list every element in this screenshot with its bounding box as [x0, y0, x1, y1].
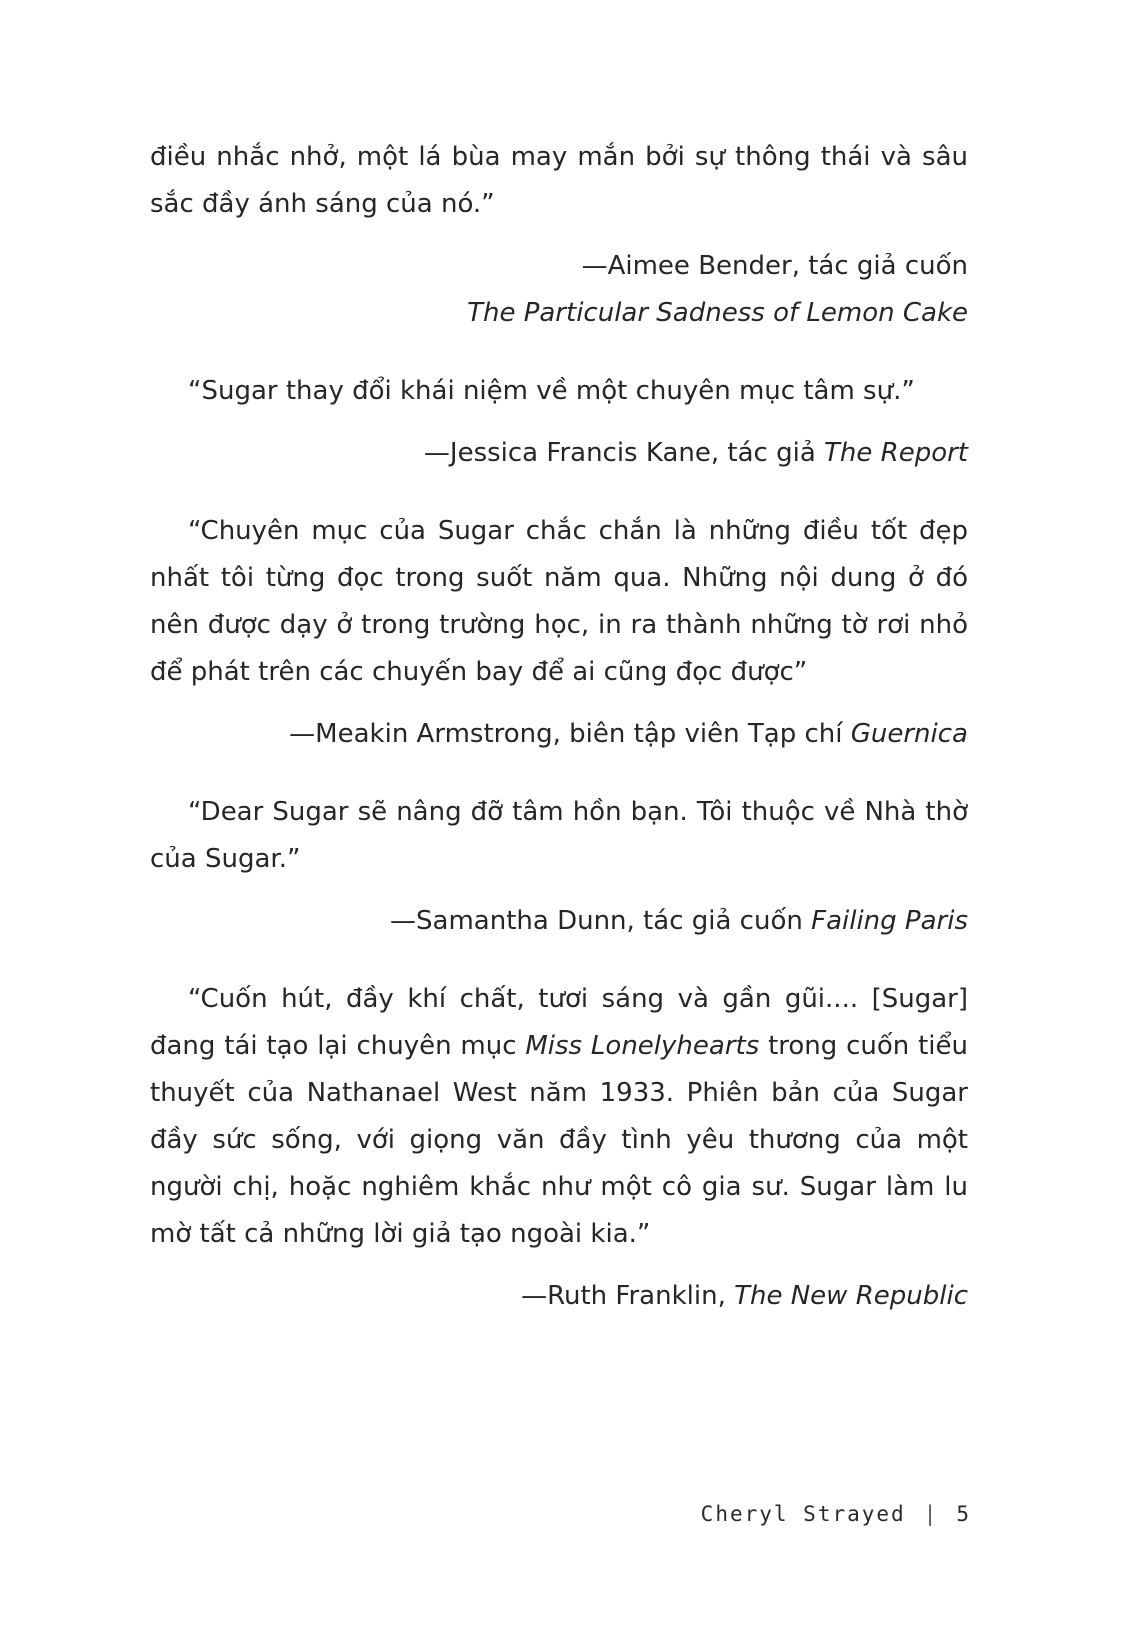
attribution-jessica-francis-kane [150, 430, 968, 477]
quote-aimee-bender: điều nhắc nhở, một lá bùa may mắn bởi sự thông thái và sâu sắc đầy ánh sáng của nó.” [150, 142, 968, 219]
magazine-title: Guernica [850, 719, 968, 749]
footer-author: Cheryl Strayed [700, 1502, 906, 1526]
book-title: The Report [824, 438, 968, 468]
quote-ruth-franklin [150, 976, 968, 1258]
book-title: Failing Paris [811, 906, 968, 936]
attribution-text: —Meakin Armstrong, biên tập viên Tạp chí [289, 719, 851, 749]
attribution-text: —Ruth Franklin, [521, 1281, 735, 1311]
attribution-meakin-armstrong [150, 711, 968, 758]
footer-separator: | [923, 1502, 939, 1526]
column-title: Miss Lonelyhearts [525, 1031, 760, 1061]
attribution-text: —Samantha Dunn, tác giả cuốn [390, 906, 812, 936]
running-footer [701, 1502, 971, 1526]
attribution-aimee-bender: —Aimee Bender, tác giả cuốn [581, 251, 968, 281]
book-title: The Particular Sadness of Lemon Cake [467, 298, 968, 328]
quote-meakin-armstrong: “Chuyên mục của Sugar chắc chắn là những điều tốt đẹp nhất tôi từng đọc trong suốt năm qua. Những nội dung ở đó nên được dạy ở trong trường học, in ra thành những tờ rơi nhỏ để phát trên các chuyến bay để ai cũng đọc được” [150, 516, 968, 687]
attribution-aimee-bender-book [150, 290, 968, 337]
quote-samantha-dunn: “Dear Sugar sẽ nâng đỡ tâm hồn bạn. Tôi thuộc về Nhà thờ của Sugar.” [150, 797, 968, 874]
page-number: 5 [956, 1502, 971, 1526]
attribution-ruth-franklin [150, 1273, 968, 1320]
attribution-text: —Jessica Francis Kane, tác giả [423, 438, 825, 468]
quote-text: “Cuốn hút, đầy khí chất, tươi sáng và gần gũi.... [Sugar] đang tái tạo lại chuyên mục [150, 984, 968, 1061]
quote-text: trong cuốn tiểu thuyết của Nathanael West năm 1933. Phiên bản của Sugar đầy sức sống, với giọng văn đầy tình yêu thương của một người chị, hoặc nghiêm khắc như một cô gia sư. Sugar làm lu mờ tất cả những lời giả tạo ngoài kia.” [150, 1031, 968, 1249]
praise-section [150, 134, 968, 1320]
attribution-samantha-dunn [150, 898, 968, 945]
quote-jessica-francis-kane: “Sugar thay đổi khái niệm về một chuyên mục tâm sự.” [188, 376, 915, 406]
publication-title: The New Republic [734, 1281, 968, 1311]
